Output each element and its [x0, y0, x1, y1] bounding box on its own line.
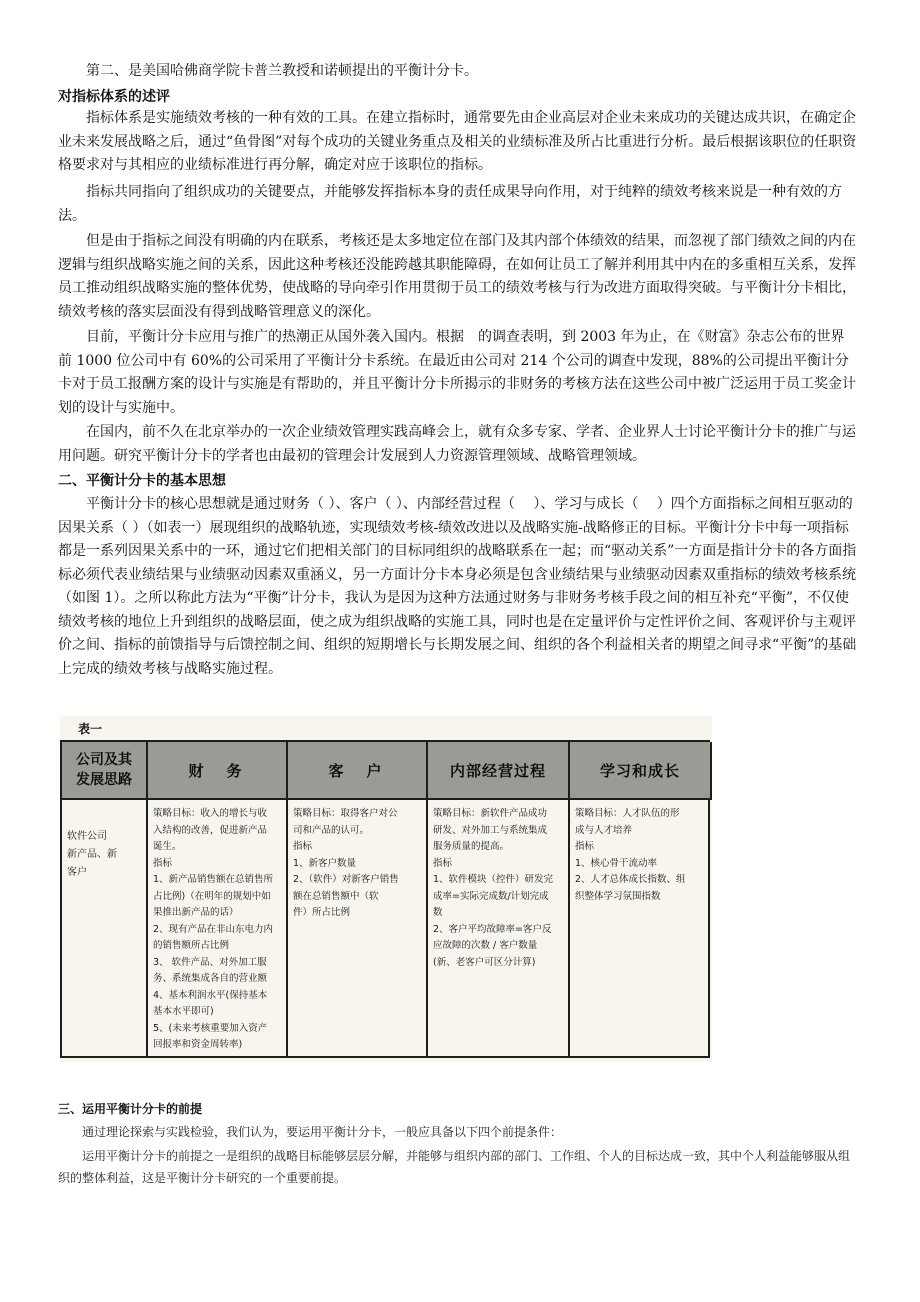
table-cell-line: 2、（软件）对新客户销售	[293, 874, 399, 885]
table-cell-line: 1、核心骨干流动率	[575, 857, 658, 869]
table-cell-line: 2、人才总体成长指数、组	[575, 874, 686, 885]
header-company: 公司及其 发展思路	[62, 742, 148, 800]
table-cell-line: 成与人才培养	[575, 824, 633, 836]
table-cell-line: 软件公司	[67, 831, 107, 842]
table-cell-line: (新、老客户可区分计算)	[433, 956, 536, 968]
table-cell-line: 客户	[67, 867, 87, 878]
table-cell-line: 研发、对外加工与系统集成	[433, 824, 548, 836]
table-cell-line: 基本水平即可)	[153, 1006, 214, 1017]
table-cell-line: 策略目标：人才队伍的形	[575, 808, 680, 819]
table-cell-line: 务、系统集成各自的营业额	[153, 973, 268, 984]
review-paragraph-4: 目前，平衡计分卡应用与推广的热潮正从国外袭入国内。根据 的调查表明，到 2003 年为止，在《财富》杂志公布的世界前 1000 位公司中有 60%的公司采用了平衡计分卡系统。在最近由公司对 214 个公司的调查中发现，88%的公司提出平衡计分卡对于员工报酬方案的设计与实施是有帮助的，并且平衡计分卡所揭示的非财务的考核方法在这些公司中被广泛运用于员工奖金计划的设计与实施中。	[58, 329, 856, 416]
table-cell-line: 2、现有产品在非山东电力内	[153, 923, 274, 935]
table-cell-line: 数	[433, 907, 443, 918]
review-paragraph-1: 指标体系是实施绩效考核的一种有效的工具。在建立指标时，通常要先由企业高层对企业未来成功的关键达成共识，在确定企业未来发展战略之后，通过“鱼骨图”对每个成功的关键业务重点及相关的业绩标准及所占比重进行分析。最后根据该职位的任职资格要求对与其相应的业绩标准进行再分解，确定对应于该职位的指标。	[58, 110, 857, 173]
table-cell-line: 诞生。	[153, 841, 182, 852]
premise-paragraph-1: 通过理论探索与实践检验，我们认为，要运用平衡计分卡，一般应具备以下四个前提条件：	[82, 1125, 563, 1139]
table-cell-line: 指标	[153, 857, 173, 869]
intro-paragraph: 第二、是美国哈佛商学院卡普兰教授和诺顿提出的平衡计分卡。	[86, 63, 478, 79]
premise-heading: 三、运用平衡计分卡的前提	[58, 1102, 203, 1116]
table-cell-line: 回报率和资金周转率)	[153, 1039, 243, 1050]
table-cell-line: 入结构的改善，促进新产品	[153, 824, 268, 836]
table-cell-line: 的销售额所占比例	[153, 940, 230, 951]
balanced-scorecard-table	[60, 740, 710, 1058]
cell-learning	[570, 800, 712, 1056]
cell-internal	[428, 800, 570, 1056]
table-cell-line: 指标	[575, 841, 595, 852]
cell-customer	[288, 800, 428, 1056]
table-cell-line: 司和产品的认可。	[293, 824, 370, 836]
cell-company	[62, 800, 148, 1056]
header-internal: 内部经营过程	[428, 742, 570, 800]
table-cell-line: 策略目标：收入的增长与收	[153, 808, 268, 819]
table-cell-line: 占比例)（在明年的规划中如	[153, 890, 271, 902]
table-one-image	[60, 716, 712, 1062]
table-cell-line: 织整体学习氛围指数	[575, 890, 661, 902]
header-customer: 客 户	[288, 742, 428, 800]
table-label: 表一	[78, 722, 103, 736]
table-cell-line: 应故障的次数 / 客户数量	[433, 940, 538, 951]
table-cell-line: 件）所占比例	[293, 907, 351, 918]
basic-heading: 二、平衡计分卡的基本思想	[58, 473, 226, 489]
header-learning: 学习和成长	[570, 742, 712, 800]
table-cell-line: 1、软件模块（控件）研发完	[433, 874, 554, 885]
review-paragraph-2: 指标共同指向了组织成功的关键要点，并能够发挥指标本身的责任成果导向作用，对于纯粹的绩效考核来说是一种有效的方法。	[58, 184, 842, 224]
table-cell-line: 指标	[433, 857, 453, 869]
premise-paragraph-2: 运用平衡计分卡的前提之一是组织的战略目标能够层层分解，并能够与组织内部的部门、工作组、个人的目标达成一致，其中个人利益能够服从组织的整体利益，这是平衡计分卡研究的一个重要前提。	[58, 1149, 851, 1185]
table-cell-line: 成率=实际完成数/计划完成	[433, 890, 549, 902]
table-cell-line: 1、新客户数量	[293, 857, 357, 869]
review-heading: 对指标体系的述评	[58, 89, 170, 105]
table-cell-line: 服务质量的提高。	[433, 841, 510, 852]
table-cell-line: 3、 软件产品、对外加工服	[153, 956, 267, 968]
table-cell-line: 指标	[293, 841, 313, 852]
table-cell-line: 策略目标：取得客户对公	[293, 808, 398, 819]
header-finance: 财 务	[148, 742, 288, 800]
basic-paragraph: 平衡计分卡的核心思想就是通过财务（ ）、客户（ ）、内部经营过程（ ）、学习与成长（ ）四个方面指标之间相互驱动的因果关系（ ）（如表一）展现组织的战略轨迹，实现绩效考核-绩效改进以及战略实施-战略修正的目标。平衡计分卡中每一项指标都是一系列因果关系中的一环，通过它们把相关部门的目标同组织的战略联系在一起；而“驱动关系”一方面是指计分卡的各方面指标必须代表业绩结果与业绩驱动因素双重涵义，另一方面计分卡本身必须是包含业绩结果与业绩驱动因素双重指标的绩效考核系统（如图 1）。之所以称此方法为“平衡”计分卡，我认为是因为这种方法通过财务与非财务考核手段之间的相互补充“平衡”，不仅使绩效考核的地位上升到组织的战略层面，使之成为组织战略的实施工具，同时也是在定量评价与定性评价之间、客观评价与主观评价之间、指标的前馈指导与后馈控制之间、组织的短期增长与长期发展之间、组织的各个利益相关者的期望之间寻求“平衡”的基础上完成的绩效考核与战略实施过程。	[58, 496, 857, 677]
table-cell-line: 策略目标：新软件产品成功	[433, 808, 548, 819]
table-cell-line: 额在总销售额中（软	[293, 890, 379, 902]
table-cell-line: 5、(未来考核重要加入资产	[153, 1022, 268, 1034]
review-paragraph-5: 在国内，前不久在北京举办的一次企业绩效管理实践高峰会上，就有众多专家、学者、企业界人士讨论平衡计分卡的推广与运用问题。研究平衡计分卡的学者也由最初的管理会计发展到人力资源管理领域、战略管理领域。	[58, 424, 856, 464]
table-cell-line: 新产品、新	[67, 849, 117, 860]
table-cell-line: 果推出新产品的话）	[153, 907, 239, 918]
table-cell-line: 4、基本利润水平(保持基本	[153, 989, 268, 1001]
review-paragraph-3: 但是由于指标之间没有明确的内在联系，考核还是太多地定位在部门及其内部个体绩效的结果，而忽视了部门绩效之间的内在逻辑与组织战略实施之间的关系，因此这种考核还没能跨越其职能障碍，在如何让员工了解并利用其中内在的多重相互关系，发挥员工推动组织战略实施的整体优势，使战略的导向牵引作用贯彻于员工的绩效考核与行为改进方面取得突破。与平衡计分卡相比，绩效考核的落实层面没有得到战略管理意义的深化。	[58, 233, 856, 320]
table-cell-line: 2、客户平均故障率=客户反	[433, 923, 552, 935]
table-cell-line: 1、新产品销售额在总销售所	[153, 874, 274, 885]
cell-finance	[148, 800, 288, 1056]
